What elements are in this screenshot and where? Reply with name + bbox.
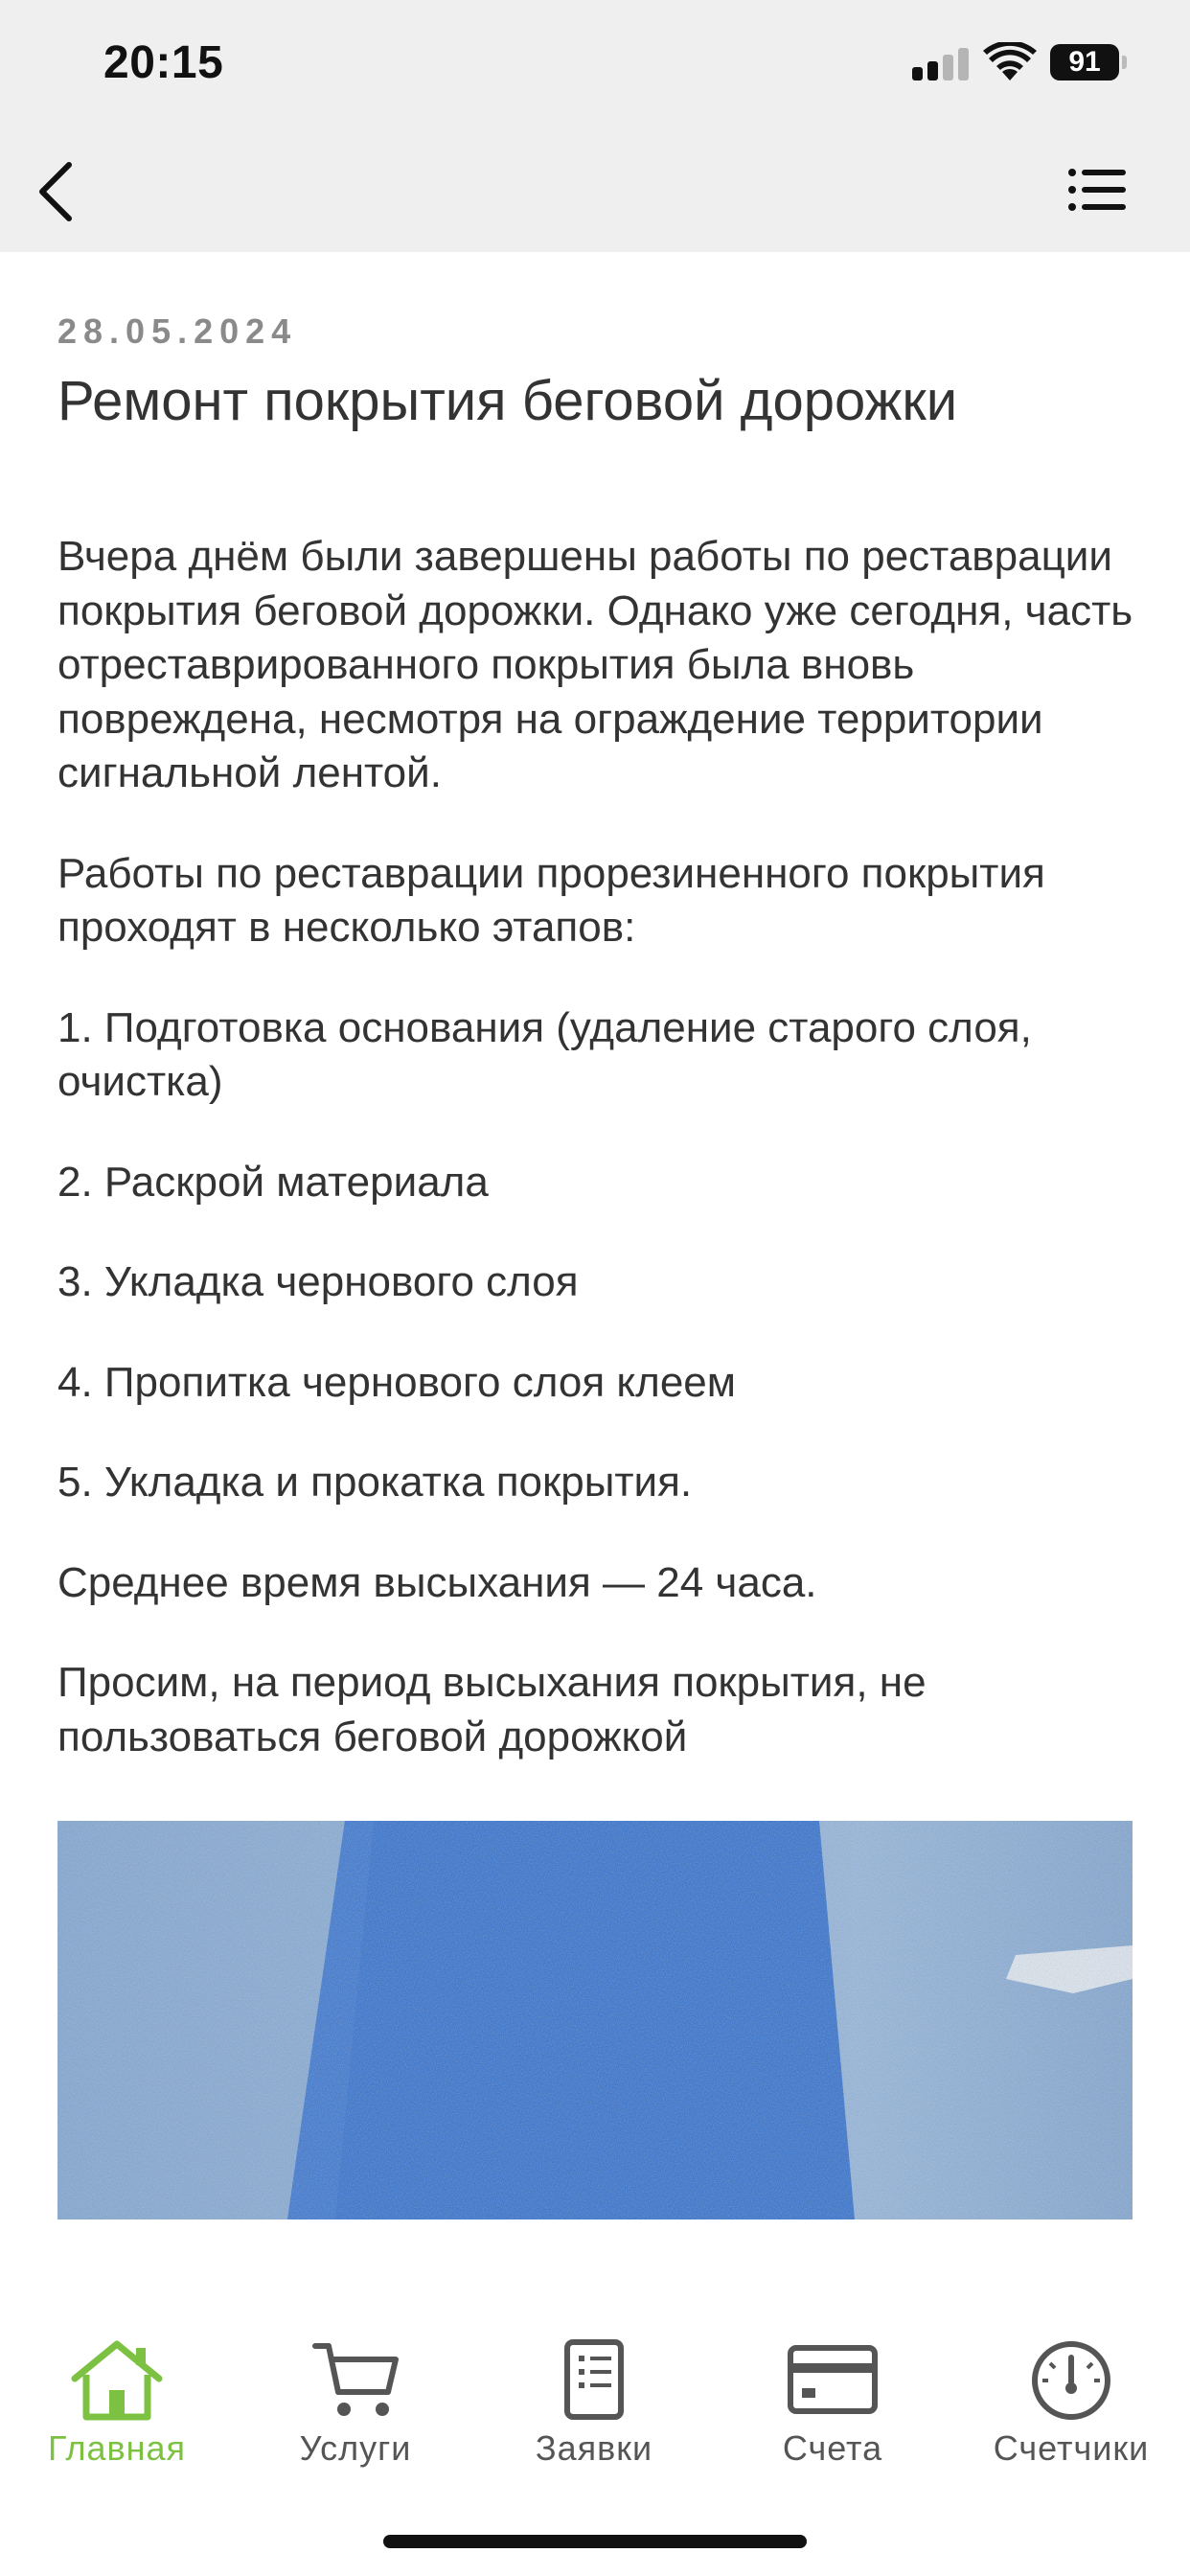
article-paragraph: 1. Подготовка основания (удаление старого слоя, очистка)	[57, 1003, 1032, 1105]
wifi-icon	[983, 42, 1037, 82]
article-title: Ремонт покрытия беговой дорожки	[57, 370, 958, 432]
battery-level: 91	[1050, 44, 1119, 80]
tab-label: Заявки	[535, 2428, 653, 2468]
cart-icon	[308, 2338, 403, 2421]
article-photo	[57, 1821, 1133, 2220]
article-date: 28.05.2024	[57, 311, 298, 351]
gauge-icon	[1023, 2338, 1119, 2421]
menu-list-button[interactable]	[1059, 156, 1135, 223]
article-paragraph: 4. Пропитка чернового слоя клеем	[57, 1358, 737, 1406]
status-bar	[0, 0, 1190, 129]
card-icon	[785, 2338, 881, 2421]
article-body	[57, 530, 1140, 1810]
article-paragraph: 3. Укладка чернового слоя	[57, 1258, 579, 1305]
tab-services[interactable]	[260, 2338, 451, 2472]
article-paragraph: Среднее время высыхания — 24 часа.	[57, 1558, 817, 1606]
document-icon	[546, 2338, 642, 2421]
tab-requests[interactable]	[498, 2338, 690, 2472]
article-paragraph: Просим, на период высыхания покрытия, не пользоваться беговой дорожкой	[57, 1659, 927, 1760]
article-paragraph: Вчера днём были завершены работы по реставрации покрытия беговой дорожки. Однако уже сегодня, часть отреставрированного покрытия была вновь повреждена, несмотря на ограждение территории сигнальной лентой.	[57, 533, 1133, 796]
chevron-left-icon	[36, 161, 75, 222]
article-paragraph: 5. Укладка и прокатка покрытия.	[57, 1459, 693, 1506]
battery-icon	[1050, 44, 1127, 80]
home-indicator	[383, 2535, 807, 2548]
nav-bar	[0, 129, 1190, 252]
back-button[interactable]	[27, 153, 84, 230]
battery-tip	[1122, 56, 1127, 69]
article-paragraph: Работы по реставрации прорезиненного покрытия проходят в несколько этапов:	[57, 849, 1045, 951]
article-paragraph: 2. Раскрой материала	[57, 1158, 489, 1206]
tab-meters[interactable]	[975, 2338, 1167, 2472]
home-icon	[69, 2338, 165, 2421]
signal-icon	[912, 46, 972, 80]
tab-home[interactable]	[21, 2338, 213, 2472]
header-area	[0, 0, 1190, 252]
status-time: 20:15	[103, 37, 224, 88]
tab-bills[interactable]	[737, 2338, 928, 2472]
tab-label: Счета	[782, 2428, 883, 2468]
tab-label: Главная	[47, 2428, 187, 2468]
tab-label: Услуги	[299, 2428, 412, 2468]
list-icon	[1068, 169, 1126, 211]
tab-label: Счетчики	[993, 2428, 1150, 2468]
